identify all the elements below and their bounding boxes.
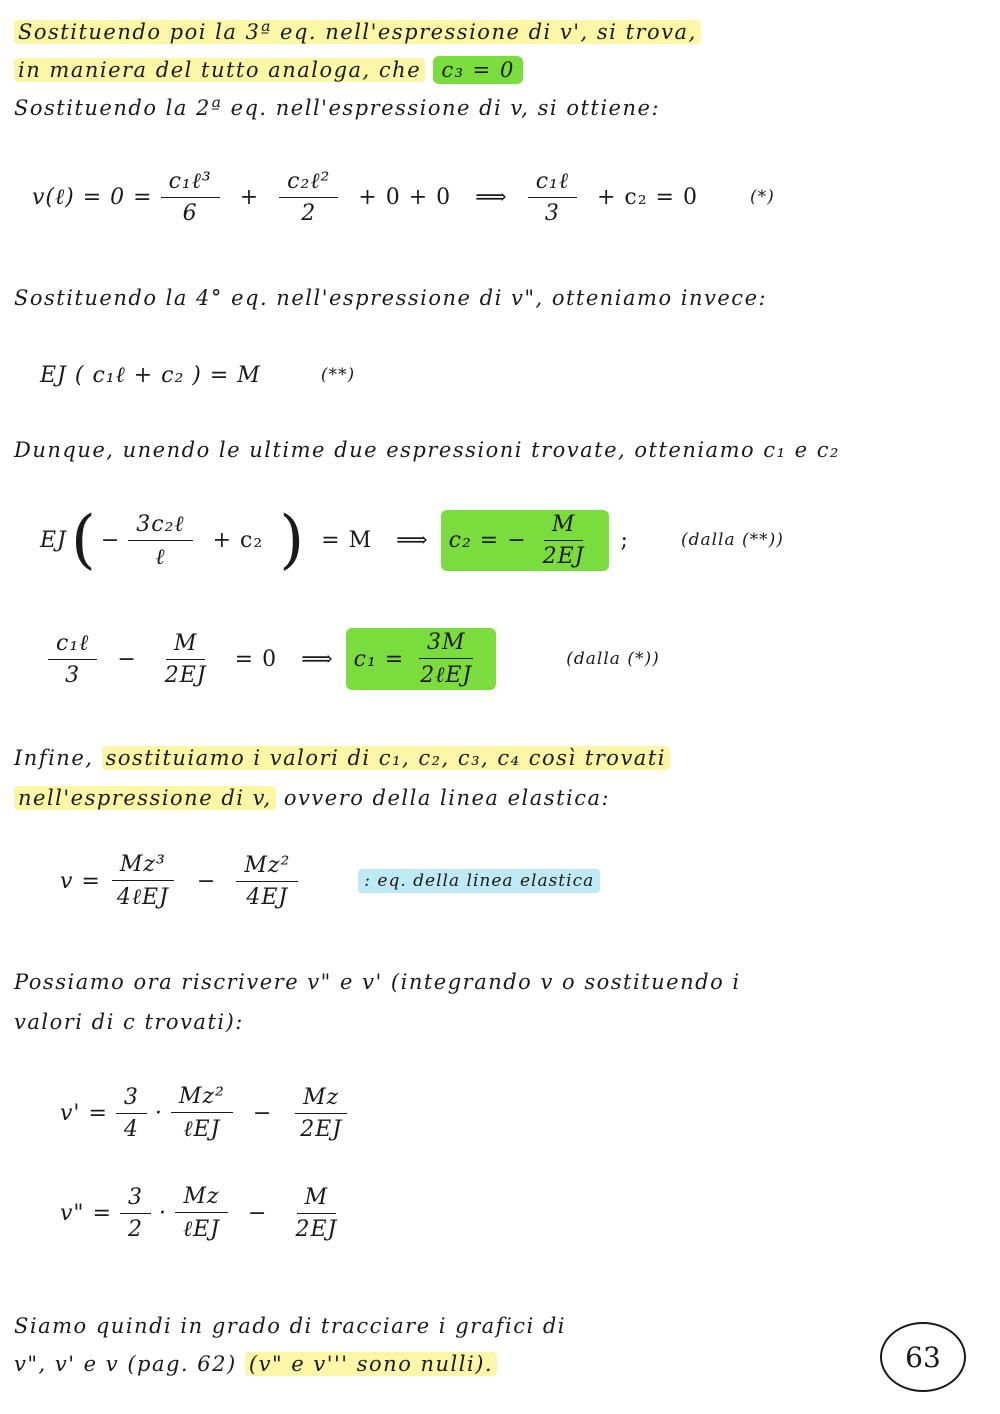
- eq4-frac1: [48, 630, 97, 688]
- eq4-eq0: = 0: [234, 646, 278, 672]
- line-2-text: in maniera del tutto analoga, che: [14, 58, 425, 82]
- eq1-mid: + 0 + 0: [358, 184, 452, 210]
- line-6-start: Infine,: [14, 746, 94, 770]
- implies-arrow: ⟹: [301, 646, 334, 672]
- eq5-lhs: v =: [60, 868, 101, 894]
- equation-3: [40, 503, 784, 577]
- eq6-b-den: 2EJ: [300, 1116, 343, 1142]
- eq7-lhs: v" =: [60, 1200, 112, 1226]
- eq7-a-num: Mz: [175, 1184, 227, 1213]
- eq4-minus: −: [117, 646, 137, 672]
- open-paren: (: [70, 503, 97, 577]
- eq1-plus: +: [239, 184, 260, 210]
- equation-1: [32, 168, 775, 226]
- c2-result: [441, 510, 609, 571]
- line-5: Dunque, unendo le ultime due espressioni trovate, otteniamo c₁ e c₂: [14, 438, 840, 462]
- c2-frac: [535, 512, 593, 569]
- eq6-a-num: Mz²: [171, 1084, 233, 1113]
- eq4-frac2: [157, 631, 215, 688]
- eq1-tag: (*): [749, 187, 775, 207]
- c1-den: 2ℓEJ: [420, 663, 473, 688]
- equation-v-second: [60, 1184, 353, 1242]
- eq3-minus: −: [100, 527, 121, 553]
- eq7-minus: −: [248, 1200, 268, 1226]
- line-6-highlight: sostituiamo i valori di c₁, c₂, c₃, c₄ così trovati: [102, 746, 670, 770]
- eq1-f2-num: c₂ℓ²: [279, 168, 338, 198]
- eq4-f-num: c₁ℓ: [48, 630, 97, 660]
- eq1-f3-den: 3: [544, 201, 560, 226]
- eq4-note: (dalla (*)): [566, 649, 660, 669]
- c1-result: [346, 628, 497, 690]
- eq3-num: 3c₂ℓ: [128, 511, 192, 541]
- eq5-b-den: 4EJ: [246, 884, 289, 910]
- line-2: [14, 58, 523, 82]
- eq2-tag: (**): [320, 365, 356, 385]
- eq7-k-num: 3: [120, 1185, 151, 1214]
- eq5-a-num: Mz³: [112, 852, 174, 881]
- line-11: [14, 1352, 497, 1376]
- line-4: Sostituendo la 4° eq. nell'espressione di v", otteniamo invece:: [14, 286, 768, 310]
- eq5-b-num: Mz²: [236, 853, 298, 882]
- eq1-f3-num: c₁ℓ: [528, 168, 577, 198]
- eq7-frac2: [287, 1185, 345, 1242]
- line-1-text: Sostituendo poi la 3ª eq. nell'espressione di v', si trova,: [14, 20, 701, 44]
- eq3-sep: ;: [620, 527, 629, 553]
- equation-v-prime: [60, 1084, 358, 1142]
- eq4-f-den: 3: [65, 663, 81, 688]
- line-3: Sostituendo la 2ª eq. nell'espressione di v, si ottiene:: [14, 96, 661, 120]
- eq3-note: (dalla (**)): [680, 530, 784, 550]
- line-7-end: ovvero della linea elastica:: [283, 786, 611, 810]
- eq1-f1-den: 6: [182, 201, 198, 226]
- eq1-rhs: + c₂ = 0: [597, 184, 698, 210]
- eq6-b-num: Mz: [295, 1085, 347, 1114]
- close-paren: ): [279, 503, 306, 577]
- eq6-minus: −: [252, 1100, 273, 1126]
- eq7-dot: ·: [158, 1200, 167, 1226]
- c2-label: c₂ = −: [448, 527, 527, 553]
- line-6: [14, 746, 670, 770]
- page-number: 63: [880, 1322, 966, 1392]
- eq1-frac2: [279, 168, 338, 226]
- eq1-frac3: [528, 168, 577, 226]
- eq1-f2-den: 2: [301, 201, 317, 226]
- eq1-lhs: v(ℓ) = 0 =: [32, 185, 153, 210]
- eq6-a-den: ℓEJ: [183, 1117, 221, 1142]
- line-7-highlight: nell'espressione di v,: [14, 786, 276, 810]
- line-11-highlight: (v" e v''' sono nulli).: [245, 1352, 497, 1376]
- eq7-a-den: ℓEJ: [182, 1217, 221, 1242]
- line-9: valori di c trovati):: [14, 1010, 244, 1034]
- eq5-minus: −: [196, 868, 217, 894]
- eq6-frac2: [292, 1085, 350, 1142]
- c1-frac: [412, 630, 480, 688]
- line-8: Possiamo ora riscrivere v" e v' (integrando v o sostituendo i: [14, 970, 741, 994]
- line-11-start: v", v' e v (pag. 62): [14, 1352, 237, 1376]
- line-7: [14, 786, 610, 810]
- eq5-a-den: 4ℓEJ: [116, 885, 169, 910]
- equation-2: [40, 362, 355, 388]
- eq3-frac: [128, 511, 192, 570]
- c1-num: 3M: [419, 630, 474, 659]
- eq7-k-den: 2: [127, 1216, 143, 1242]
- eq6-k-num: 3: [116, 1085, 147, 1114]
- c3-result: c₃ = 0: [433, 56, 523, 84]
- elastic-line-label: : eq. della linea elastica: [358, 869, 600, 893]
- eq7-frac1: [175, 1184, 228, 1242]
- eq7-b-den: 2EJ: [295, 1216, 338, 1242]
- eq4-g-num: M: [166, 631, 206, 660]
- equation-elastic-line: [60, 852, 600, 910]
- equation-4: [40, 628, 660, 690]
- c1-label: c₁ =: [353, 646, 405, 672]
- eq1-frac1: [161, 168, 220, 226]
- c2-num: M: [544, 512, 584, 541]
- eq3-rhs: = M: [321, 527, 373, 553]
- eq7-b-num: M: [297, 1185, 337, 1214]
- eq5-frac1: [109, 852, 177, 910]
- implies-arrow: ⟹: [475, 184, 508, 210]
- eq3-plus: + c₂: [212, 527, 264, 553]
- eq3-den: ℓ: [155, 544, 166, 570]
- eq4-g-den: 2EJ: [164, 662, 207, 688]
- eq6-lhs: v' =: [60, 1100, 108, 1126]
- eq6-frac1: [171, 1084, 233, 1142]
- eq6-dot: ·: [154, 1100, 163, 1126]
- eq6-coef: [116, 1085, 147, 1142]
- eq3-lhs: EJ: [40, 527, 67, 553]
- eq1-f1-num: c₁ℓ³: [161, 168, 220, 198]
- line-10: Siamo quindi in grado di tracciare i grafici di: [14, 1314, 567, 1338]
- eq2-body: EJ ( c₁ℓ + c₂ ) = M: [40, 363, 261, 388]
- eq5-frac2: [236, 853, 298, 910]
- c2-den: 2EJ: [542, 543, 585, 569]
- eq7-coef: [120, 1185, 151, 1242]
- implies-arrow: ⟹: [396, 527, 429, 553]
- line-1: [14, 20, 701, 44]
- eq6-k-den: 4: [123, 1116, 139, 1142]
